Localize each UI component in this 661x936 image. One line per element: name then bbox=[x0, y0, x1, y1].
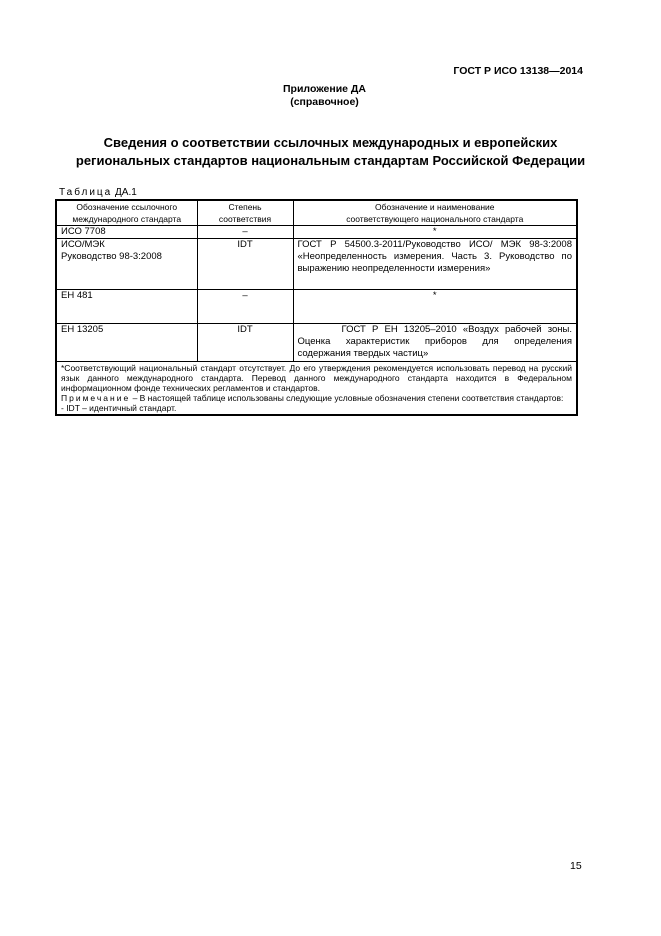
table-footnote-row bbox=[56, 362, 577, 416]
header-text: соответствующего национального стандарта bbox=[346, 214, 524, 224]
degree-cell: IDT bbox=[197, 239, 293, 290]
table-row bbox=[56, 290, 577, 324]
ref-cell: ЕН 481 bbox=[56, 290, 197, 324]
ref-cell: ИСО 7708 bbox=[56, 226, 197, 239]
annex-name: Приложение ДА bbox=[283, 83, 366, 95]
table-note bbox=[61, 393, 572, 403]
header-text: Степень bbox=[228, 202, 262, 212]
table-caption-word: Таблица bbox=[59, 187, 113, 198]
header-text: международного стандарта bbox=[72, 214, 182, 224]
ref-cell: ЕН 13205 bbox=[56, 324, 197, 362]
footnote-cell bbox=[56, 362, 577, 416]
table-caption-number: ДА.1 bbox=[115, 187, 137, 198]
title-line-2: региональных стандартов национальным стандартам Российской Федерации bbox=[75, 153, 586, 168]
national-cell: ГОСТ Р 54500.3-2011/Руководство ИСО/ МЭК 98-3:2008 «Неопределенность измерения. Часть 3. Руководство по выражению неопределенности измерения» bbox=[293, 239, 577, 290]
table-row bbox=[56, 239, 577, 290]
annex-kind: (справочное) bbox=[290, 96, 359, 108]
national-cell: * bbox=[293, 226, 577, 239]
document-code: ГОСТ Р ИСО 13138—2014 bbox=[453, 65, 583, 77]
page-number: 15 bbox=[570, 860, 582, 872]
note-label: Примечание bbox=[61, 393, 131, 403]
note-idt: - IDT – идентичный стандарт. bbox=[61, 403, 177, 413]
footnote-text: *Соответствующий национальный стандарт отсутствует. До его утверждения рекомендуется использовать перевод на русский язык данного международного стандарта. Перевод данного международного стандарта находится в Федеральном информационном фонде технических регламентов и стандартов. bbox=[61, 363, 572, 393]
national-cell: * bbox=[293, 290, 577, 324]
header-text: Обозначение и наименование bbox=[374, 202, 495, 212]
title-line-1: Сведения о соответствии ссылочных международных и европейских bbox=[103, 135, 558, 150]
degree-cell: – bbox=[197, 226, 293, 239]
ref-cell bbox=[56, 239, 197, 290]
page-title bbox=[40, 134, 621, 170]
header-cell-degree bbox=[197, 200, 293, 226]
annex-heading bbox=[0, 83, 661, 109]
correspondence-table bbox=[55, 199, 578, 416]
header-text: соответствия bbox=[218, 214, 272, 224]
degree-cell: IDT bbox=[197, 324, 293, 362]
table-caption bbox=[59, 187, 137, 198]
table-header-row bbox=[56, 200, 577, 226]
table-row bbox=[56, 226, 577, 239]
header-text: Обозначение ссылочного bbox=[76, 202, 178, 212]
degree-cell: – bbox=[197, 290, 293, 324]
ref-line: ИСО/МЭК bbox=[61, 239, 105, 250]
header-cell-national bbox=[293, 200, 577, 226]
national-cell: ГОСТ Р ЕН 13205–2010 «Воздух рабочей зоны. Оценка характеристик приборов для определения содержания твердых частиц» bbox=[293, 324, 577, 362]
ref-line: Руководство 98-3:2008 bbox=[61, 251, 162, 262]
table-row bbox=[56, 324, 577, 362]
note-text: – В настоящей таблице использованы следующие условные обозначения степени соответствия стандартов: bbox=[130, 393, 564, 403]
header-cell-ref bbox=[56, 200, 197, 226]
